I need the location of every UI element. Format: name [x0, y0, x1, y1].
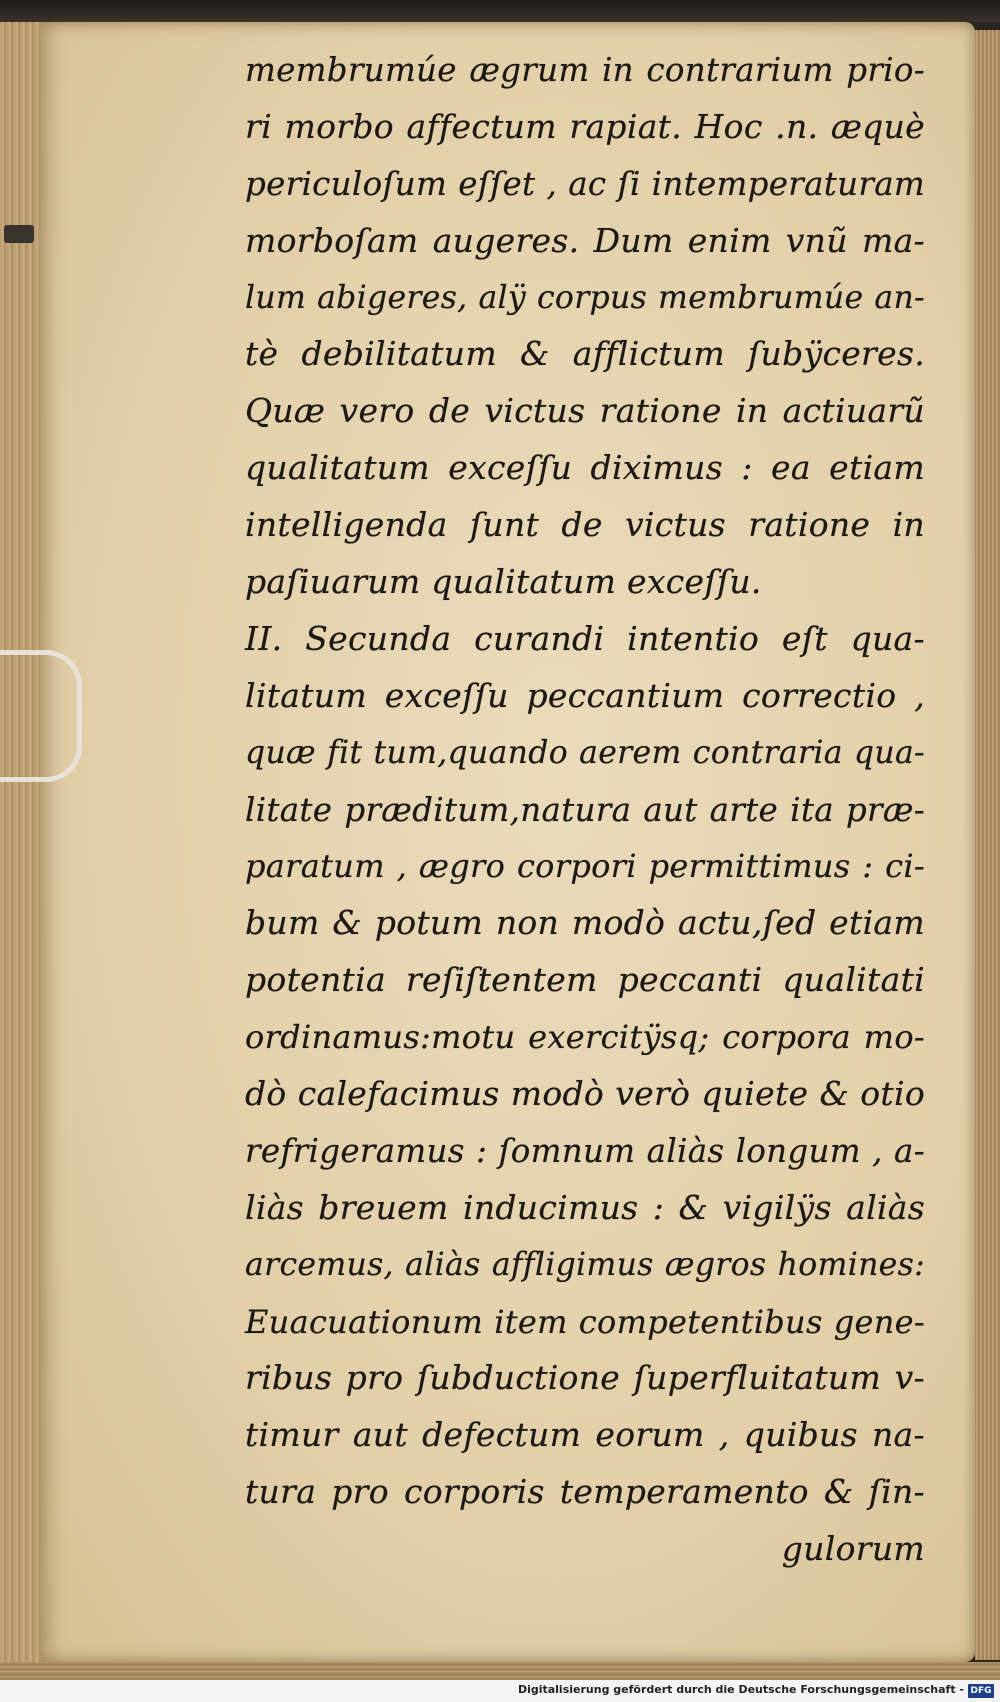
text-line: intelligenda ſunt de victus ratione in — [245, 505, 925, 545]
text-line: ribus pro ſubductione ſuperfluitatum v- — [245, 1358, 925, 1398]
text-line: Quæ vero de victus ratione in actiuarũ — [245, 391, 925, 431]
text-line: quæ fit tum,quando aerem contraria qua- — [245, 734, 925, 771]
text-line: refrigeramus : ſomnum aliàs longum , a- — [245, 1131, 925, 1170]
text-line: periculoſum eſſet , ac ſi intemperaturam — [245, 164, 925, 203]
book-page-edges-left — [0, 22, 44, 1662]
text-line: ordinamus:motu exercitÿsq; corpora mo- — [245, 1018, 925, 1057]
book-page-edges-right — [975, 30, 1000, 1660]
text-line: tura pro corporis temperamento & ſin- — [245, 1472, 925, 1512]
text-line: timur aut defectum eorum , quibus na- — [245, 1415, 925, 1455]
funding-credit: Digitalisierung gefördert durch die Deutsche Forschungsgemeinschaft - — [517, 1683, 964, 1696]
text-line: II. Secunda curandi intentio eſt qua- — [245, 618, 925, 658]
ribbon-mark — [4, 225, 34, 243]
text-line: bum & potum non modò actu,ſed etiam — [245, 903, 925, 943]
text-line: tè debilitatum & afflictum ſubÿceres. — [245, 334, 925, 374]
text-line: potentia reſiſtentem peccanti qualitati — [245, 960, 925, 1000]
text-line: dò calefacimus modò verò quiete & otio — [245, 1074, 925, 1114]
text-line: lum abigeres, alÿ corpus membrumúe an- — [245, 279, 925, 316]
dfg-logo: DFG — [968, 1684, 994, 1698]
catchword: gulorum — [781, 1529, 925, 1569]
text-line: qualitatum exceſſu diximus : ea etiam — [245, 448, 925, 488]
scanner-background-top — [0, 0, 1000, 22]
text-line: litate præditum,natura aut arte ita præ- — [245, 790, 925, 829]
text-line: Euacuationum item competentibus gene- — [245, 1302, 925, 1341]
text-line: ri morbo affectum rapiat. Hoc .n. æquè — [245, 106, 925, 146]
text-line: litatum exceſſu peccantium correctio , — [245, 675, 925, 715]
page-text — [245, 42, 925, 1578]
text-line: paratum , ægro corpori permittimus : ci- — [245, 847, 925, 886]
text-line: arcemus, aliàs affligimus ægros homines: — [245, 1246, 925, 1283]
text-line: liàs breuem inducimus : & vigilÿs aliàs — [245, 1187, 925, 1227]
page-clip — [0, 650, 82, 782]
text-line: paſiuarum qualitatum exceſſu. — [245, 562, 762, 602]
footer-bar — [0, 1680, 1000, 1702]
text-line: membrumúe ægrum in contrarium prio- — [245, 51, 925, 89]
text-line: morboſam augeres. Dum enim vnũ ma- — [245, 220, 925, 260]
book-page-edges-bottom — [0, 1662, 1000, 1680]
